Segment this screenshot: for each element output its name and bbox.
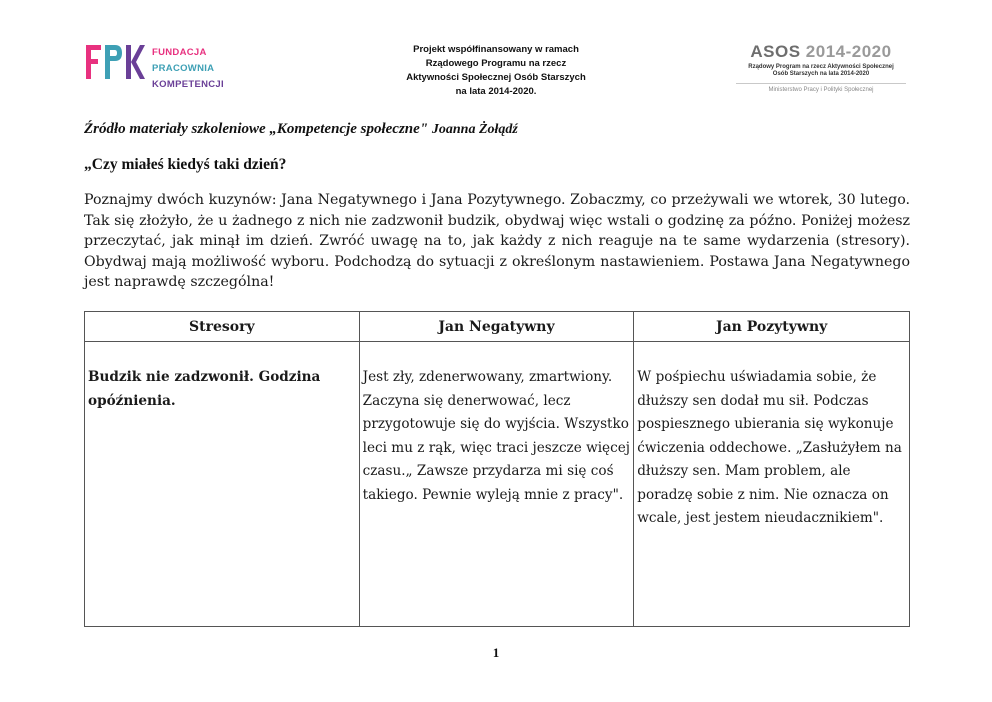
source-prefix: Źródło materiały szkoleniowe „Kompetencje społeczne" [84,121,429,137]
source-line [84,121,914,138]
positive-reaction-cell: W pośpiechu uświadamia sobie, że dłuższy sen dodał mu sił. Podczas pospiesznego ubierania się wykonuje ćwiczenia oddechowe. „Zasłużyłem na dłuższy sen. Mam problem, ale poradzę sobie z nim. Nie oznacza on wcale, jest jestem nieudacznikiem". [634,342,910,627]
page-number: 1 [492,645,500,660]
fpk-logo-word-3: KOMPETENCJI [152,79,224,90]
header-jan-pozytywny: Jan Pozytywny [634,312,910,342]
header-jan-negatywny: Jan Negatywny [359,312,634,342]
negative-reaction-cell: Jest zły, zdenerwowany, zmartwiony. Zaczyna się denerwować, lecz przygotowuje się do wyjścia. Wszystko leci mu z rąk, więc traci jeszcze więcej czasu.„ Zawsze przydarza mi się coś takiego. Pewnie wyleją mnie z pracy". [359,342,634,627]
project-note-line-1: Projekt współfinansowany w ramach [413,44,579,55]
stressor-cell: Budzik nie zadzwonił. Godzina opóźnienia. [85,342,360,627]
fpk-logo [84,42,234,92]
asos-logo-name: ASOS [750,42,801,61]
asos-logo-years: 2014-2020 [805,42,892,61]
asos-ministry: Ministerstwo Pracy i Polityki Społecznej [768,87,874,93]
fpk-logo-word-1: FUNDACJA [152,47,207,58]
stressors-table [84,311,910,627]
project-funding-note [386,43,606,99]
asos-logo-subtitle [732,64,910,78]
asos-subtitle-line-1: Rządowy Program na rzecz Aktywności Społecznej [748,64,894,70]
asos-logo [732,42,910,93]
asos-logo-title [732,42,910,62]
project-note-line-4: na lata 2014-2020. [455,86,537,97]
fpk-logo-word-2: PRACOWNIA [152,63,215,74]
header-stressors: Stresory [85,312,360,342]
table-header-row [85,312,910,342]
project-note-line-3: Aktywności Społecznej Osób Starszych [406,72,586,83]
fpk-logo-text [152,45,224,93]
fpk-logo-mark-icon [84,42,146,82]
table-row [85,342,910,627]
intro-paragraph: Poznajmy dwóch kuzynów: Jana Negatywnego i Jana Pozytywnego. Zobaczmy, co przeżywali we wtorek, 30 lutego. Tak się złożyło, że u żadnego z nich nie zadzwonił budzik, obydwaj więc wstali o godzinę za późno. Poniżej możesz przeczytać, jak minął im dzień. Zwróć uwagę na to, jak każdy z nich reaguje na te same wydarzenia (stresory). Obydwaj mają możliwość wyboru. Podchodzą do sytuacji z określonym nastawieniem. Postawa Jana Negatywnego jest naprawdę szczególna! [84,192,910,291]
project-note-line-2: Rządowego Programu na rzecz [425,58,567,69]
source-author: Joanna Żołądź [431,122,518,137]
asos-divider [736,83,906,84]
asos-subtitle-line-2: Osób Starszych na lata 2014-2020 [772,71,870,77]
section-question: „Czy miałeś kiedyś taki dzień? [84,156,287,173]
document-header [0,0,992,110]
